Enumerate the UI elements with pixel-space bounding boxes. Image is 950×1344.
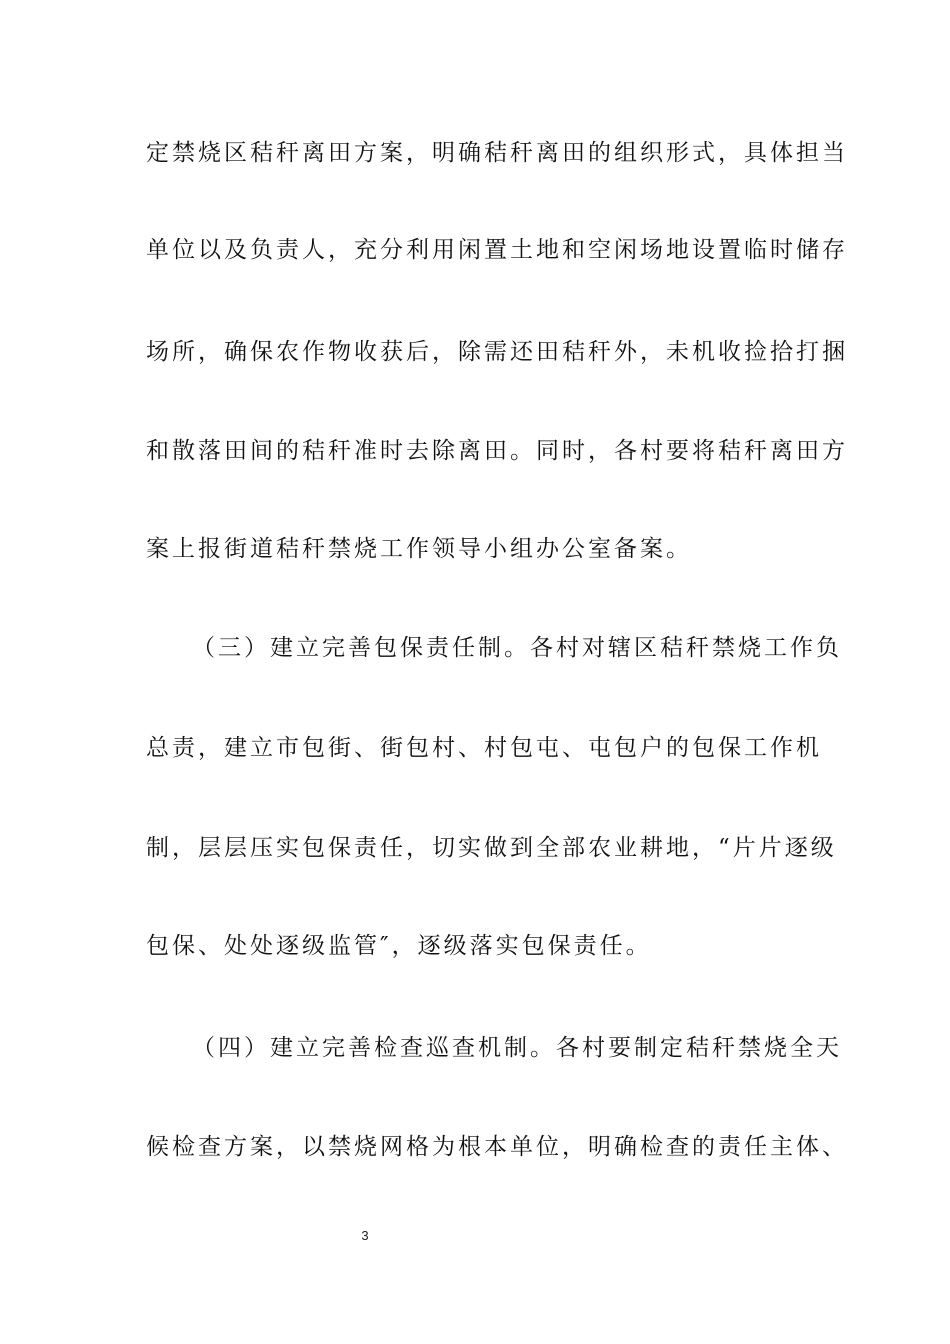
text-line-11: 候检查方案，以禁烧网格为根本单位，明确检查的责任主体、: [146, 1134, 848, 1160]
page-number: 3: [361, 1228, 369, 1243]
text-line-8: 制，层层压实包保责任，切实做到全部农业耕地，“片片逐级: [146, 835, 837, 861]
text-line-7: 总责，建立市包街、街包村、村包屯、屯包户的包保工作机: [146, 735, 822, 761]
text-line-2: 单位以及负责人，充分利用闲置土地和空闲场地设置临时储存: [146, 237, 848, 263]
text-line-1: 定禁烧区秸秆离田方案，明确秸秆离田的组织形式，具体担当: [146, 140, 848, 166]
text-line-9: 包保、处处逐级监管″，逐级落实包保责任。: [146, 933, 652, 959]
text-line-3: 场所，确保农作物收获后，除需还田秸秆外，未机收捡拾打捆: [146, 339, 848, 365]
text-line-4: 和散落田间的秸秆准时去除离田。同时，各村要将秸秆离田方: [146, 438, 848, 464]
text-line-5: 案上报街道秸秆禁烧工作领导小组办公室备案。: [146, 536, 692, 562]
paragraph-3-start: （三）建立完善包保责任制。各村对辖区秸秆禁烧工作负: [192, 635, 842, 661]
paragraph-4-start: （四）建立完善检查巡查机制。各村要制定秸秆禁烧全天: [192, 1035, 842, 1061]
